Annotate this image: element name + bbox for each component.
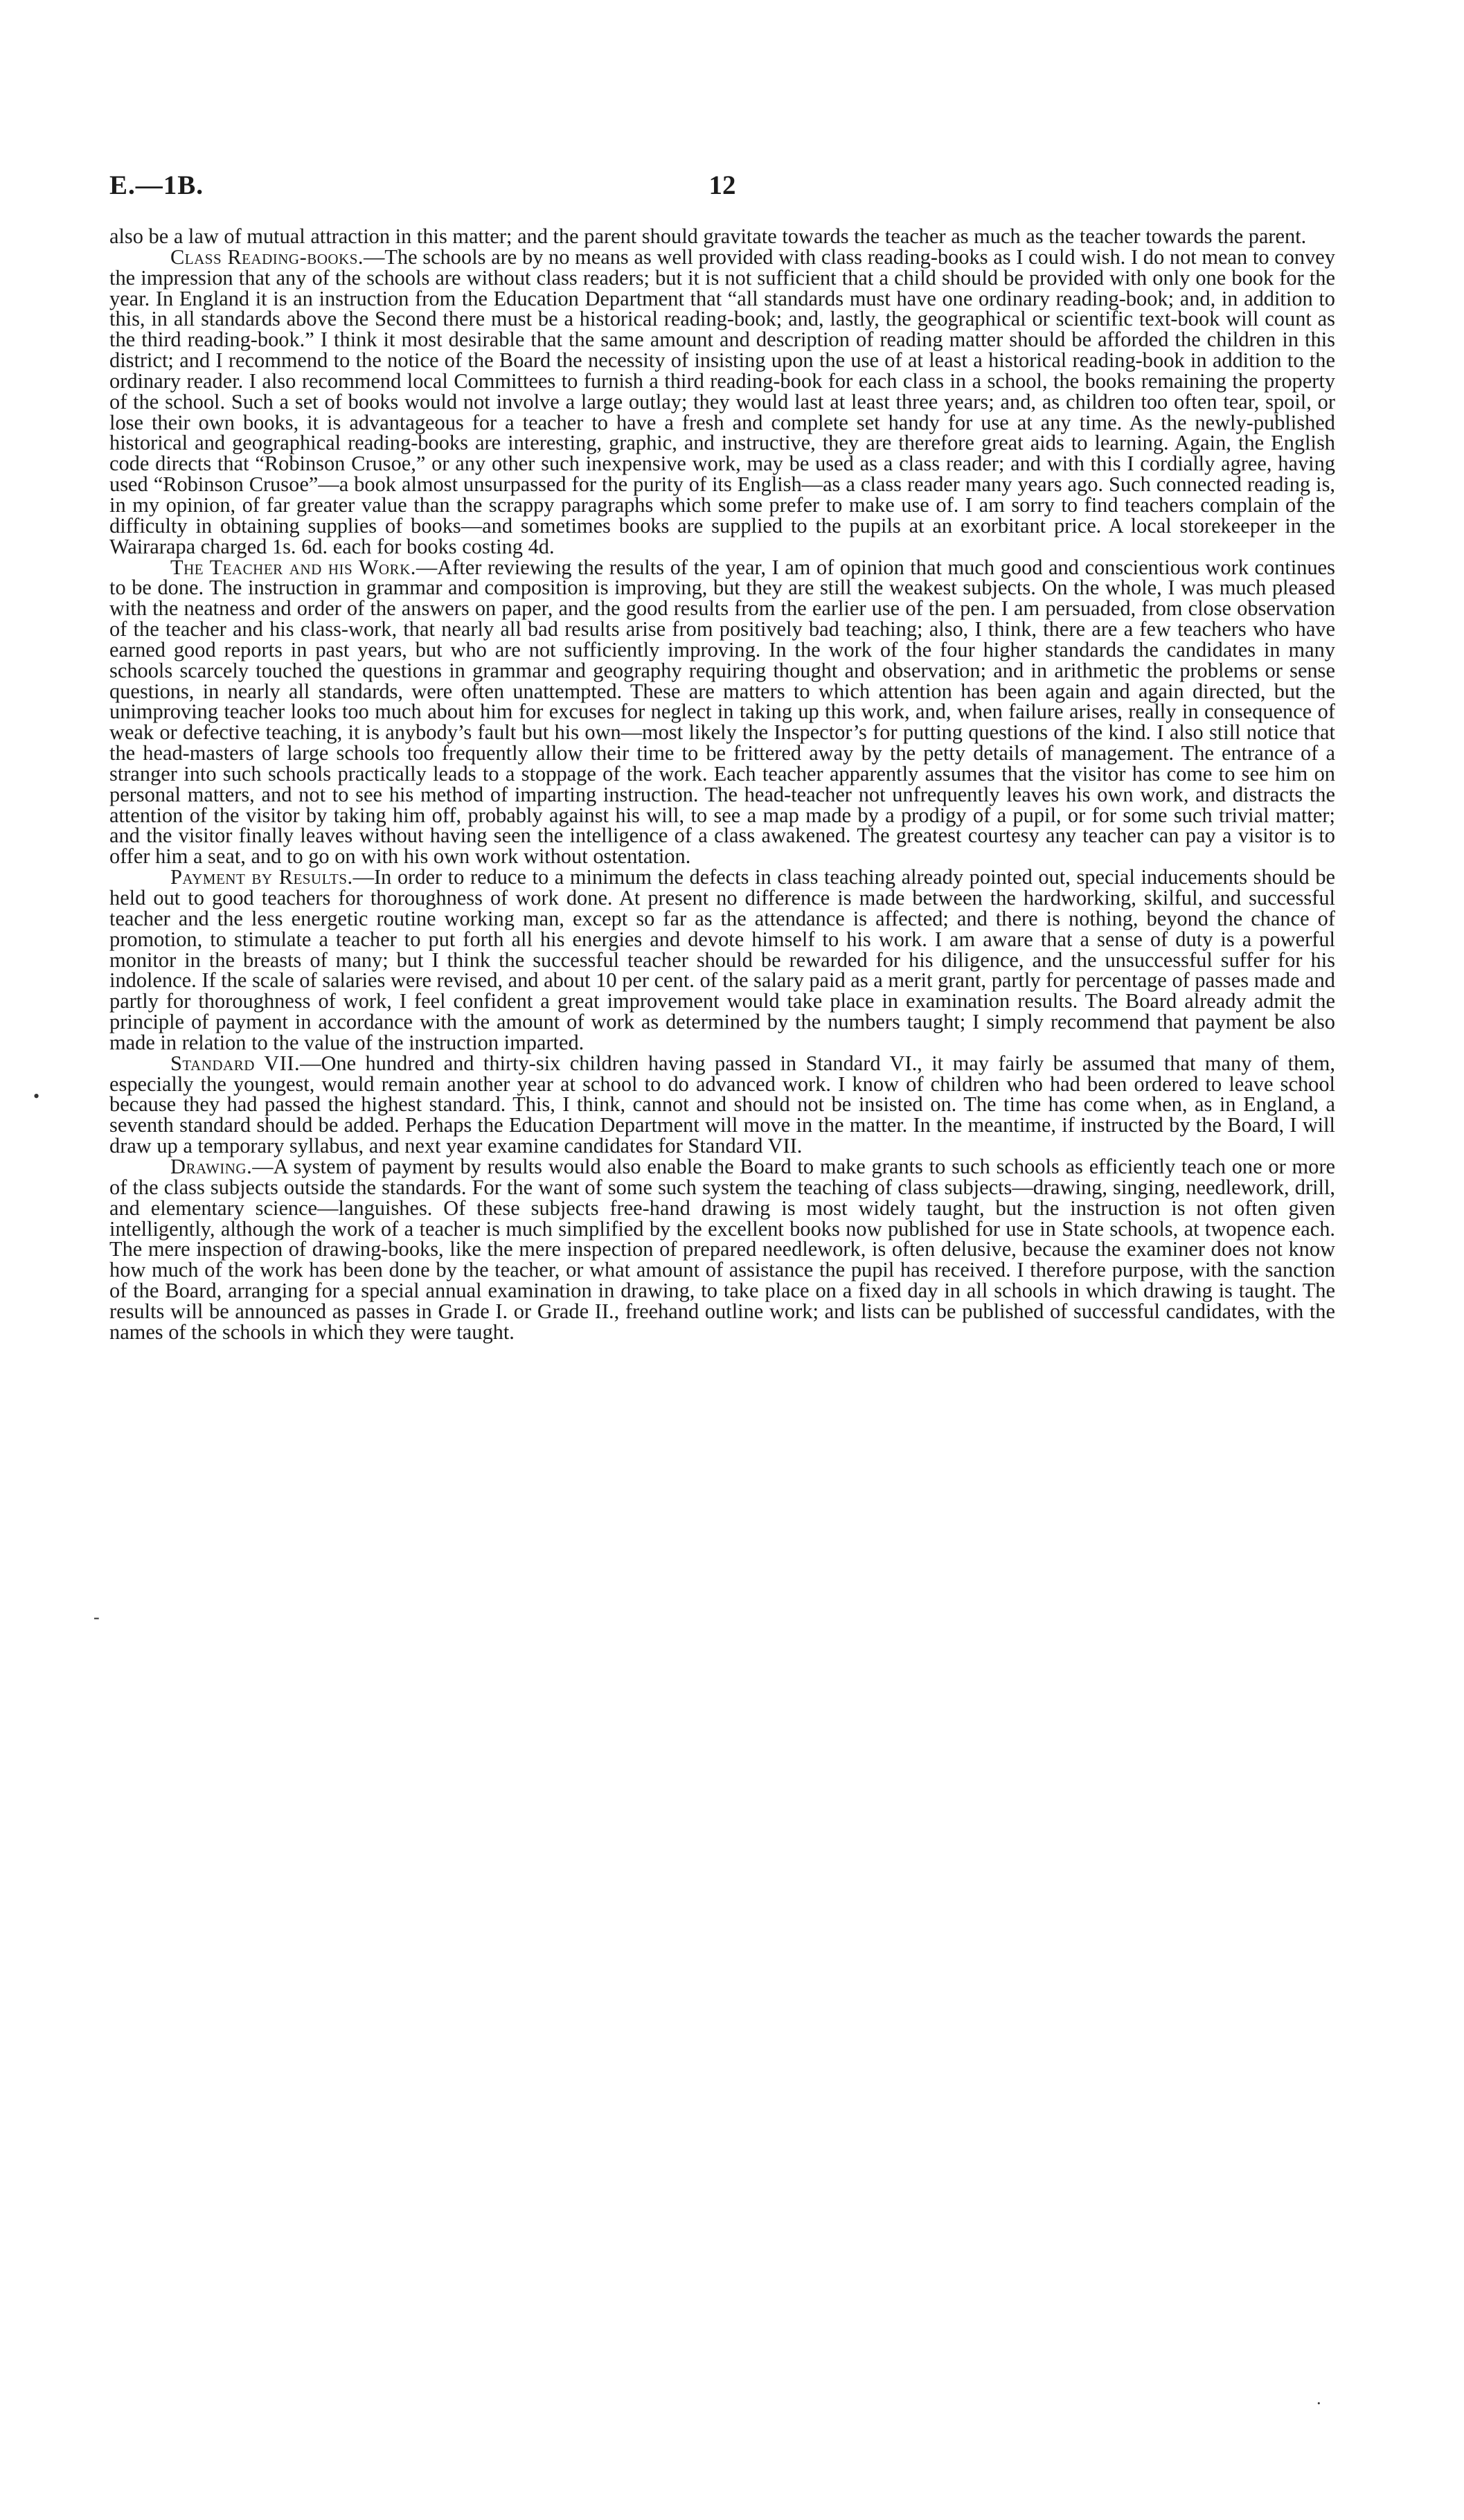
- paragraph-text: —The schools are by no means as well provided with class reading-books as I could wish. I do not mean to convey the impression that any of the schools are without class readers; but it is not sufficient that a child should be provided with only one book for the year. In England it is an instruction from the Education Department that “all standards must have one ordinary reading-book; and, in addition to this, in all standards above the Second there must be a historical reading-book; and, lastly, the geographical or scientific text-book will count as the third reading-book.” I think it most desirable that the same amount and description of reading matter should be afforded the children in this district; and I recommend to the notice of the Board the necessity of insisting upon the use of at least a historical reading-book in addition to the ordinary reader. I also recommend local Committees to furnish a third reading-book for each class in a school, the books remaining the property of the school. Such a set of books would not involve a large outlay; they would last at least three years; and, as children too often tear, spoil, or lose their own books, it is advantageous for a teacher to have a fresh and complete set handy for use at any time. As the newly-published historical and geographical reading-books are interesting, graphic, and instructive, they are therefore great aids to learning. Again, the English code directs that “Robinson Crusoe,” or any other such inexpensive work, may be used as a class reader; and with this I cordially agree, having used “Robinson Crusoe”—a book almost unsurpassed for the purity of its English—as a class reader many years ago. Such connected reading is, in my opinion, of far greater value than the scrappy paragraphs which some prefer to make use of. I am sorry to find teachers complain of the difficulty in obtaining supplies of books—and sometimes books are supplied to the pupils at an exorbitant price. A local storekeeper in the Wairarapa charged 1s. 6d. each for books costing 4d.: [109, 245, 1335, 558]
- page-header: [109, 170, 1335, 211]
- paragraph-text: —After reviewing the results of the year, I am of opinion that much good and conscientious work continues to be done. The instruction in grammar and composition is improving, but they are still the weakest subjects. On the whole, I was much pleased with the neatness and order of the answers on paper, and the good results from the earlier use of the pen. I am persuaded, from close observation of the teacher and his class-work, that nearly all bad results arise from positively bad teaching; also, I think, there are a few teachers who have earned good reports in past years, but who are not sufficiently improving. In the work of the four higher standards the candidates in many schools scarcely touched the questions in grammar and geography requiring thought and observation; and in arithmetic the problems or sense questions, in nearly all standards, were often unattempted. These are matters to which attention has been again and again directed, but the unimproving teacher looks too much about him for excuses for neglect in taking up this work, and, when failure arises, really in consequence of weak or defective teaching, it is anybody’s fault but his own—most likely the Inspector’s for putting questions of the kind. I also still notice that the head-masters of large schools too frequently allow their time to be frittered away by the petty details of management. The entrance of a stranger into such schools practically leads to a stoppage of the work. Each teacher apparently assumes that the visitor has come to see him on personal matters, and not to see his method of imparting instruction. The head-teacher not unfrequently leaves his own work, and distracts the attention of the visitor by taking him off, probably against his will, to see a map made by a prodigy of a pupil, or for some such trivial matter; and the visitor finally leaves without having seen the intelligence of a class awakened. The greatest courtesy any teacher can pay a visitor is to offer him a seat, and to go on with his own work without ostentation.: [109, 555, 1335, 869]
- section-heading: Standard VII.: [170, 1051, 301, 1075]
- paragraph-class-reading-books: [109, 247, 1335, 558]
- paragraph-payment-by-results: [109, 867, 1335, 1054]
- margin-dot-mark: •: [33, 1086, 40, 1106]
- section-heading: Payment by Results.: [170, 865, 353, 889]
- margin-dash-mark: -: [93, 1607, 100, 1627]
- document-page: [109, 170, 1335, 1343]
- page-number: 12: [708, 170, 736, 200]
- paragraph-text: —One hundred and thirty-six children having passed in Standard VI., it may fairly be assumed that many of them, especially the youngest, would remain another year at school to do advanced work. I know of children who had been ordered to leave school because they had passed the highest standard. This, I think, cannot and should not be insisted on. The time has come when, as in England, a seventh standard should be added. Perhaps the Education Department will move in the matter. In the meantime, if instructed by the Board, I will draw up a temporary syllabus, and next year examine candidates for Standard VII.: [109, 1051, 1335, 1158]
- paragraph-text: —A system of payment by results would also enable the Board to make grants to such schools as efficiently teach one or more of the class subjects outside the standards. For the want of some such system the teaching of class subjects—drawing, singing, needlework, drill, and elementary science—languishes. Of these subjects free-hand drawing is most widely taught, but the instruction is not often given intelligently, although the work of a teacher is much simplified by the excellent books now published for use in State schools, at twopence each. The mere inspection of drawing-books, like the mere inspection of prepared needlework, is often delusive, because the examiner does not know how much of the work has been done by the teacher, or what amount of assistance the pupil has received. I therefore purpose, with the sanction of the Board, arranging for a special annual examination in drawing, to take place on a fixed day in all schools in which drawing is taught. The results will be announced as passes in Grade I. or Grade II., freehand outline work; and lists can be published of successful candidates, with the names of the schools in which they were taught.: [109, 1154, 1335, 1344]
- paragraph-teacher-and-his-work: [109, 555, 1335, 869]
- paragraph-standard-vii: [109, 1051, 1335, 1158]
- document-reference: E.—1B.: [109, 170, 204, 200]
- section-heading: Class Reading-books.: [170, 245, 364, 269]
- section-heading: The Teacher and his Work.: [170, 555, 416, 579]
- margin-dot-mark: ·: [1316, 2393, 1322, 2413]
- paragraph-drawing: [109, 1154, 1335, 1344]
- section-heading: Drawing.: [170, 1154, 253, 1178]
- paragraph-text: —In order to reduce to a minimum the defects in class teaching already pointed out, special inducements should be held out to good teachers for thoroughness of work done. At present no difference is made between the hardworking, skilful, and successful teacher and the less energetic routine working man, except so far as the attendance is affected; and there is nothing, beyond the chance of promotion, to stimulate a teacher to put forth all his energies and devote himself to his work. I am aware that a sense of duty is a powerful monitor in the breasts of many; but I think the successful teacher should be rewarded for his diligence, and the unsuccessful suffer for his indolence. If the scale of salaries were revised, and about 10 per cent. of the salary paid as a merit grant, partly for percentage of passes made and partly for thoroughness of work, I feel confident a great improvement would take place in examination results. The Board already admit the principle of payment in accordance with the amount of work as determined by the numbers taught; I simply recommend that payment be also made in relation to the value of the instruction imparted.: [109, 865, 1335, 1054]
- paragraph-text: also be a law of mutual attraction in this matter; and the parent should gravitate towards the teacher as much as the teacher towards the parent.: [109, 224, 1307, 248]
- paragraph-continuation: [109, 224, 1335, 248]
